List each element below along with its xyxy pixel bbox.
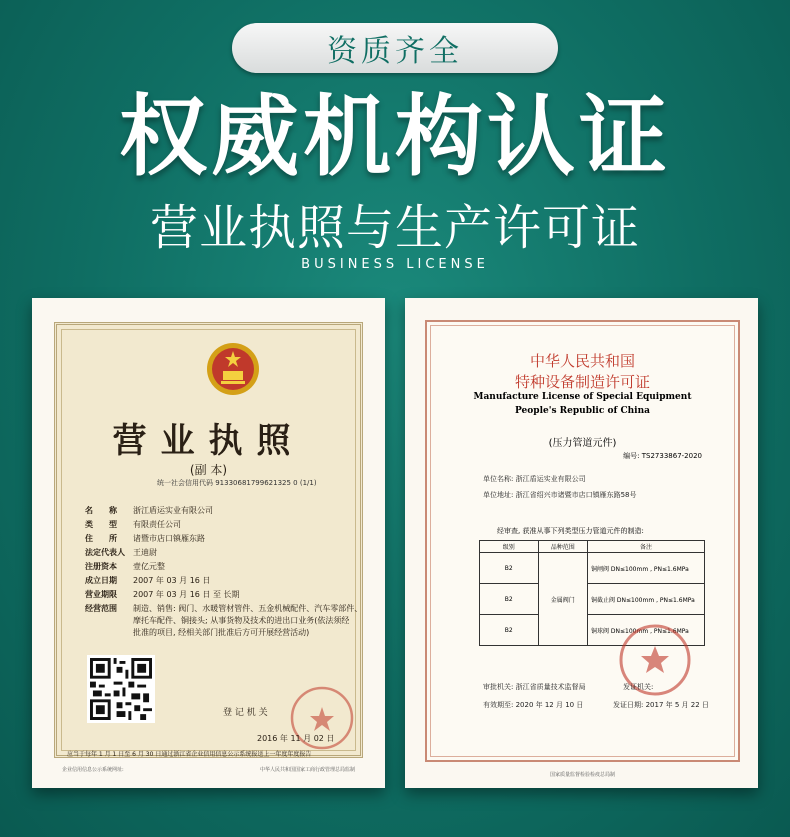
annual-report-notice: 应当于每年 1 月 1 日至 6 月 30 日通过浙江省企业信用信息公示系统报送上一年度年度报告: [67, 751, 312, 758]
unit-address: 单位地址: 浙江省绍兴市诸暨市店口镇雁东路58号: [483, 491, 637, 499]
table-cell-level: B2: [480, 553, 539, 584]
field-legal-rep: 法定代表人 王迪尉: [85, 548, 157, 557]
table-header: 备注: [588, 541, 705, 553]
field-scope: 经营范围 制造、销售: 阀门、水暖管材管件、五金机械配件、汽车零部件、: [85, 604, 363, 613]
table-header-row: [480, 541, 705, 553]
footer-website-label: 企业信用信息公示系统网址:: [62, 767, 124, 773]
issuing-authority: 发证机关:: [623, 683, 654, 691]
table-row: [480, 584, 705, 615]
issue-date: 发证日期: 2017 年 5 月 22 日: [613, 701, 709, 709]
valid-until: 有效期至: 2020 年 12 月 10 日: [483, 701, 584, 709]
production-license-frame: [425, 320, 740, 778]
table-cell-level: B2: [480, 615, 539, 646]
license-title-en: Manufacture License of Special Equipment: [473, 392, 692, 402]
field-established: 成立日期 2007 年 03 月 16 日: [85, 576, 211, 585]
license-copy-label: (副 本): [189, 463, 228, 477]
approval-authority: 审批机关: 浙江省质量技术监督局: [483, 683, 586, 691]
table-cell-level: B2: [480, 584, 539, 615]
scope-line: 摩托车配件、铜接头; 从事货物及技术的进出口业务(依法须经: [133, 616, 350, 625]
footer-issuer: 中华人民共和国国家工商行政管理总局监制: [259, 767, 355, 773]
business-license-card: [32, 298, 385, 788]
footer-issuer: 国家质量监督检验检疫总局制: [549, 772, 615, 778]
qualification-badge: 资质齐全: [232, 23, 558, 73]
registration-date: 2016 年 11 月 02 日: [257, 734, 335, 743]
registration-authority: 登 记 机 关: [223, 708, 268, 718]
license-title: 营业执照: [112, 421, 305, 461]
qr-code-icon: [87, 655, 155, 723]
english-caption: BUSINESS LICENSE: [301, 257, 489, 272]
license-country: 中华人民共和国: [529, 352, 635, 370]
production-license-card: [405, 298, 758, 788]
field-capital: 注册资本 壹亿元整: [85, 562, 165, 571]
business-license-frame: [54, 322, 363, 758]
field-address: 住 所 诸暨市店口镇雁东路: [85, 534, 205, 543]
table-cell-note: 铜截止阀 DN≤100mm , PN≤1.6MPa: [588, 584, 705, 615]
page-subtitle: 营业执照与生产许可证: [149, 200, 640, 256]
credit-code: 统一社会信用代码 91330681799621325 0 (1/1): [157, 479, 317, 487]
national-emblem-icon: [205, 341, 261, 397]
license-title: 特种设备制造许可证: [514, 373, 650, 391]
field-name: 名 称 浙江盾运实业有限公司: [85, 506, 213, 515]
unit-name: 单位名称: 浙江盾运实业有限公司: [483, 475, 586, 483]
table-header: 级别: [480, 541, 539, 553]
table-header: 品种范围: [538, 541, 588, 553]
page-title: 权威机构认证: [118, 85, 671, 188]
approval-intro: 经审查, 获准从事下列类型压力管道元件的制造:: [497, 527, 644, 535]
license-country-en: People's Republic of China: [515, 406, 650, 416]
license-number: 编号: TS2733867-2020: [623, 452, 702, 460]
table-cell-range: 金属阀门: [538, 553, 588, 646]
table-cell-note: 铜球阀 DN≤100mm , PN≤1.6MPa: [588, 615, 705, 646]
scope-line: 批准的项目, 经相关部门批准后方可开展经营活动): [133, 628, 310, 637]
table-row: [480, 553, 705, 584]
table-cell-note: 铜闸阀 DN≤100mm , PN≤1.6MPa: [588, 553, 705, 584]
license-category: (压力管道元件): [548, 438, 617, 449]
field-type: 类 型 有限责任公司: [85, 520, 181, 529]
field-term: 营业期限 2007 年 03 月 16 日 至 长期: [85, 590, 240, 599]
